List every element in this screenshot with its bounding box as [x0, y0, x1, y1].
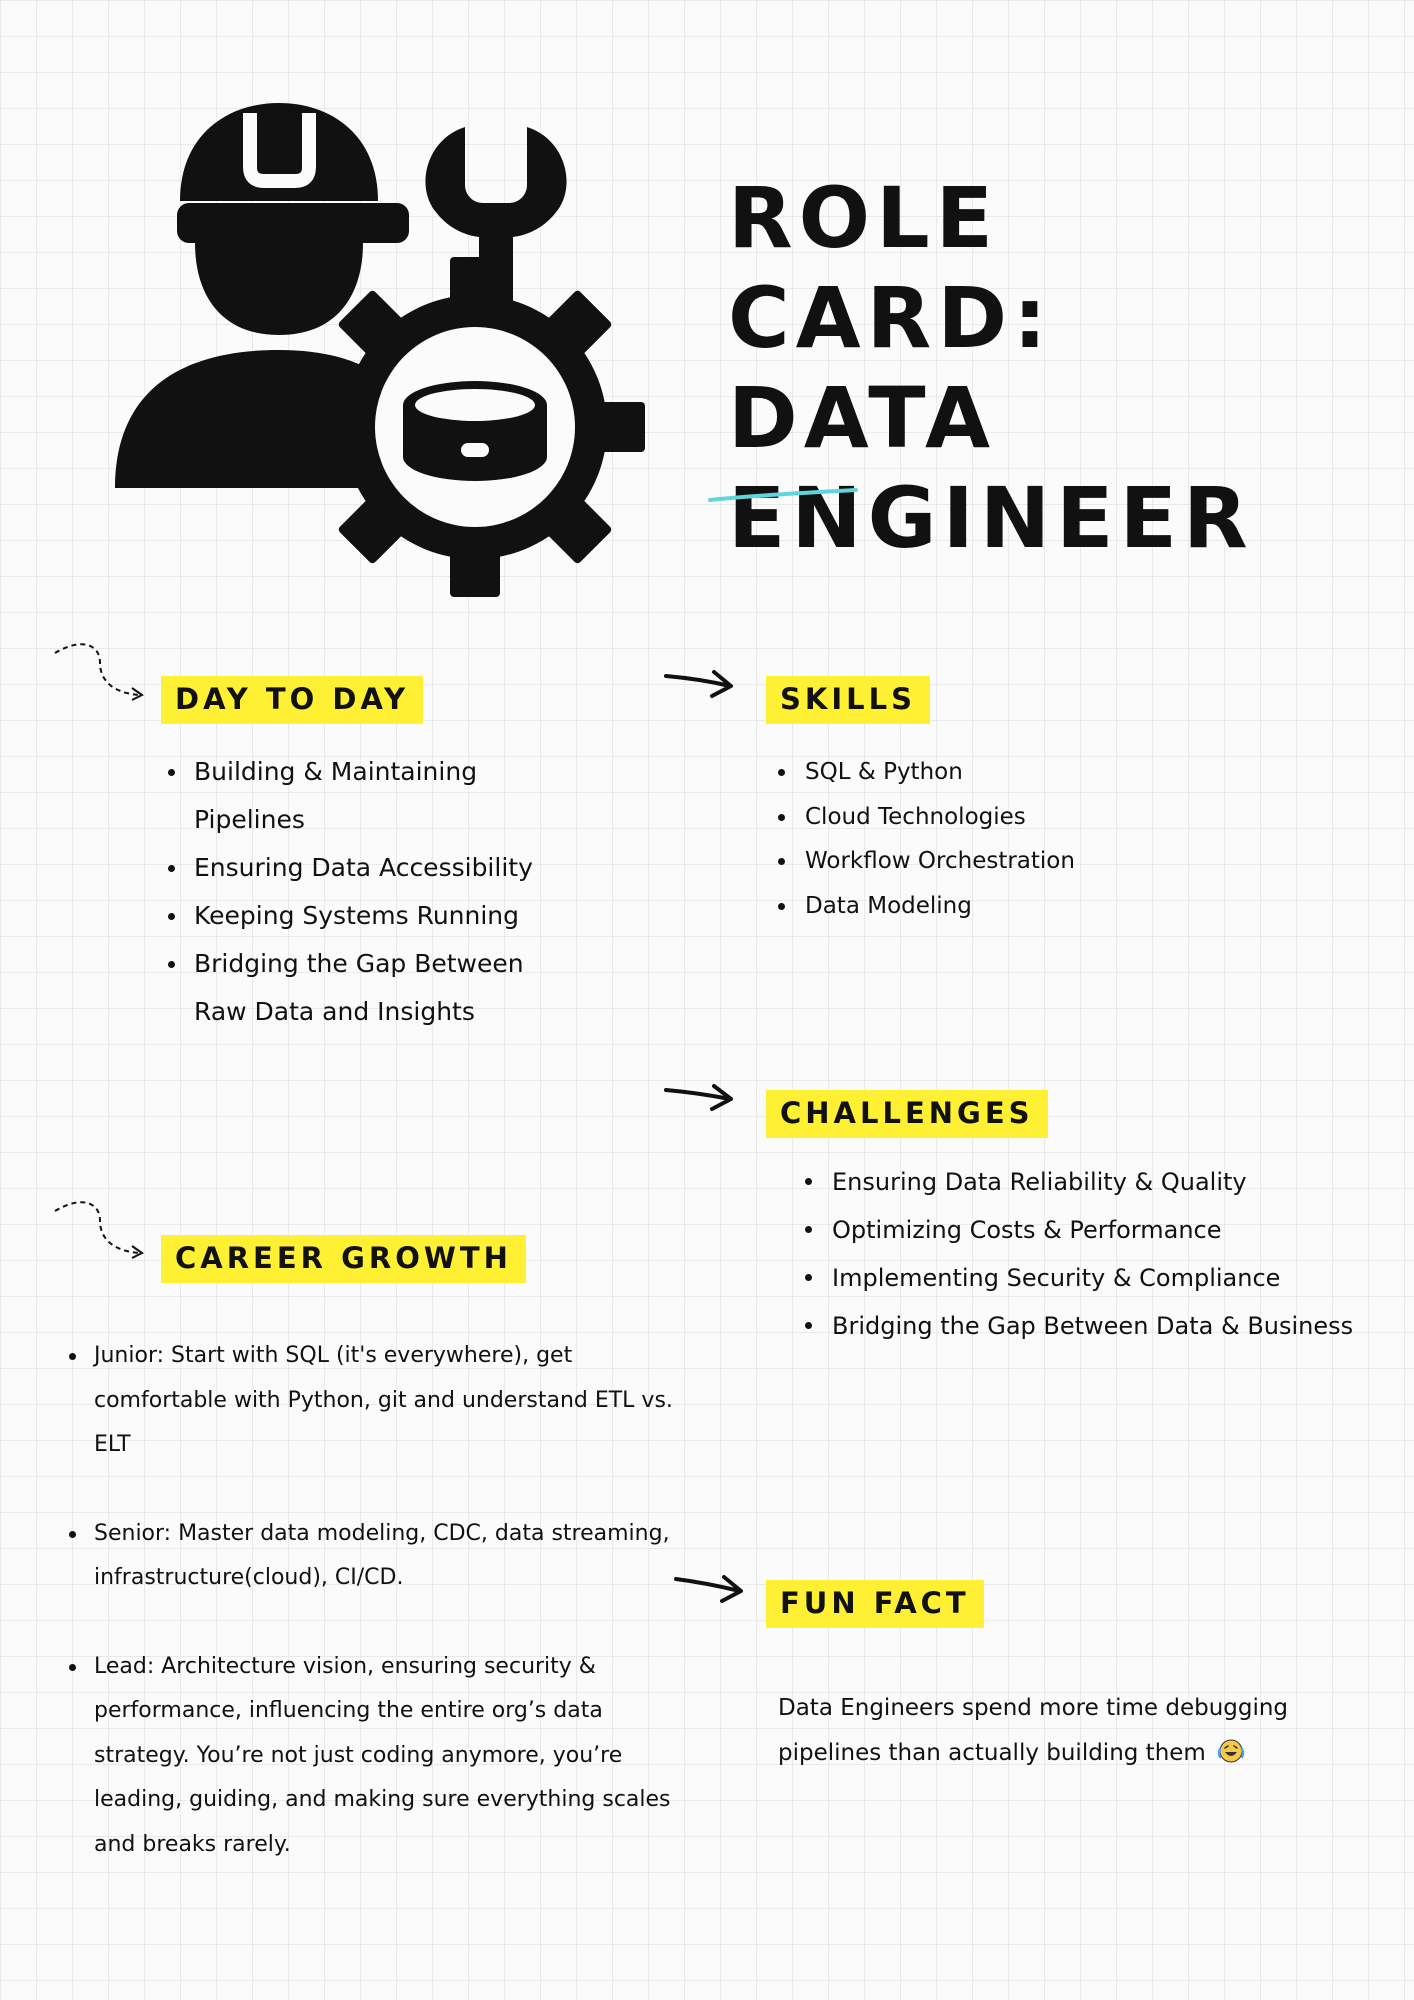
fun-fact-text	[778, 1686, 1378, 1775]
title-underline	[708, 484, 858, 506]
dashed-arrow-icon	[50, 638, 150, 698]
list-item: Bridging the Gap Between Raw Data and Insights	[166, 940, 546, 1036]
laughing-crying-emoji-icon	[1217, 1738, 1245, 1764]
list-item: Optimizing Costs & Performance	[802, 1206, 1392, 1254]
title-line-3: ENGINEER	[728, 469, 1254, 567]
list-item: Ensuring Data Accessibility	[166, 844, 546, 892]
list-item: Senior: Master data modeling, CDC, data streaming, infrastructure(cloud), CI/CD.	[66, 1512, 676, 1601]
list-item: Implementing Security & Compliance	[802, 1254, 1392, 1302]
engineer-gear-illustration	[105, 95, 650, 600]
list-item: Workflow Orchestration	[775, 839, 1295, 884]
list-item: Cloud Technologies	[775, 795, 1295, 840]
page-title	[728, 168, 1348, 568]
fun-fact-heading: FUN FACT	[766, 1580, 984, 1628]
list-item: Junior: Start with SQL (it's everywhere), get comfortable with Python, git and understand ETL vs. ELT	[66, 1334, 676, 1468]
skills-heading: SKILLS	[766, 676, 930, 724]
list-item: Lead: Architecture vision, ensuring security & performance, influencing the entire org’s data strategy. You’re not just coding anymore, you’re leading, guiding, and making sure everything scales and breaks rarely.	[66, 1645, 676, 1868]
arrow-right-icon	[674, 1572, 744, 1606]
list-item: Building & Maintaining Pipelines	[166, 748, 546, 844]
arrow-right-icon	[664, 666, 734, 700]
arrow-right-icon	[664, 1080, 734, 1114]
dashed-arrow-icon	[50, 1196, 150, 1256]
career-growth-list	[66, 1334, 676, 1911]
list-item: Bridging the Gap Between Data & Business	[802, 1302, 1392, 1350]
title-line-2: DATA	[728, 369, 997, 467]
fun-fact-body: Data Engineers spend more time debugging pipelines than actually building them	[778, 1695, 1289, 1766]
engineer-with-wrench-and-gear-icon	[105, 95, 650, 600]
skills-list	[775, 750, 1295, 928]
day-to-day-list	[166, 748, 546, 1036]
list-item: Keeping Systems Running	[166, 892, 546, 940]
title-line-1: ROLE CARD:	[728, 169, 1053, 367]
list-item: SQL & Python	[775, 750, 1295, 795]
day-to-day-heading: DAY TO DAY	[161, 676, 423, 724]
challenges-heading: CHALLENGES	[766, 1090, 1048, 1138]
list-item: Ensuring Data Reliability & Quality	[802, 1158, 1392, 1206]
career-growth-heading: CAREER GROWTH	[161, 1235, 526, 1283]
list-item: Data Modeling	[775, 884, 1295, 929]
challenges-list	[802, 1158, 1392, 1350]
